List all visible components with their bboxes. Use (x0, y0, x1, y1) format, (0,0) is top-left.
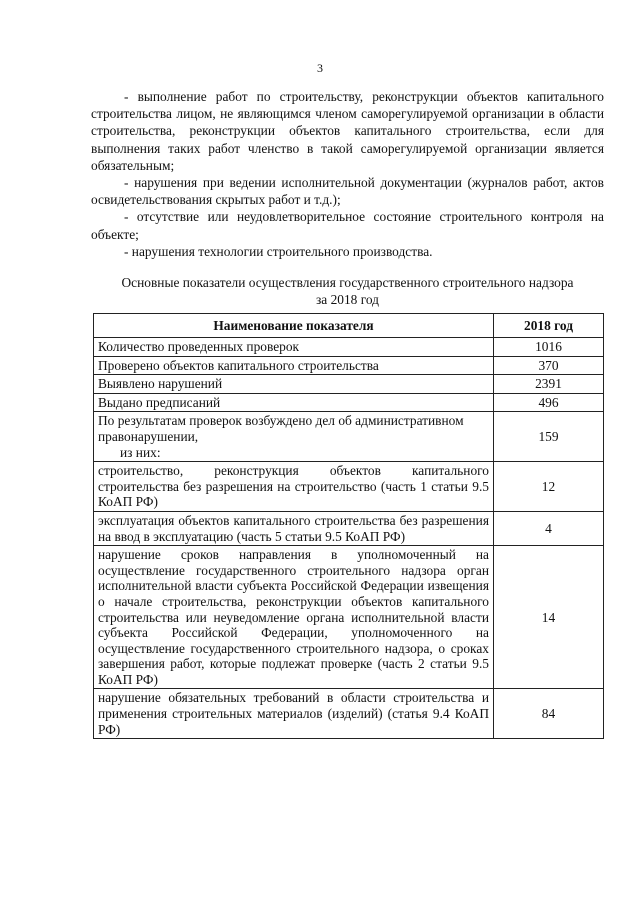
table-subrow (94, 546, 604, 689)
indicator-subname: строительство, реконструкция объектов капитального строительства без разрешения на строительство (часть 1 статьи 9.5 КоАП РФ) (94, 462, 494, 512)
table-row (94, 375, 604, 394)
indicator-value: 14 (494, 546, 604, 689)
paragraph: - нарушения при ведении исполнительной документации (журналов работ, актов освидетельствования скрытых работ и т.д.); (91, 175, 604, 208)
indicator-value: 496 (494, 393, 604, 412)
page-number: 3 (317, 61, 323, 75)
indicator-name: Количество проведенных проверок (94, 338, 494, 357)
indicator-value: 12 (494, 462, 604, 512)
indicator-value: 4 (494, 511, 604, 545)
indicator-note: из них: (120, 444, 161, 460)
indicator-name: Выявлено нарушений (94, 375, 494, 394)
indicator-value: 84 (494, 689, 604, 739)
column-header-name: Наименование показателя (94, 314, 494, 338)
table-row (94, 412, 604, 462)
table-subrow (94, 462, 604, 512)
indicator-name-text: По результатам проверок возбуждено дел об административном правонарушении, (98, 413, 464, 444)
indicator-subname: нарушение сроков направления в уполномоченный на осуществление государственного строительного надзора орган исполнительной власти субъекта Российской Федерации извещения о начале строительства, реконструкции объектов капитального строительства или неуведомление органа исполнительной власти субъекта Российской Федерации, уполномоченного на осуществление государственного строительного надзора, о сроках завершения работ, которые подлежат проверке (часть 2 статьи 9.5 КоАП РФ) (94, 546, 494, 689)
indicator-name: Проверено объектов капитального строительства (94, 356, 494, 375)
table-subrow (94, 689, 604, 739)
table-caption-line: Основные показатели осуществления государственного строительного надзора (121, 275, 574, 290)
indicator-value: 2391 (494, 375, 604, 394)
indicator-value: 1016 (494, 338, 604, 357)
table-caption (91, 274, 604, 308)
body-text (91, 88, 604, 260)
table-caption-line: за 2018 год (316, 292, 379, 307)
paragraph: - выполнение работ по строительству, реконструкции объектов капитального строительства лицом, не являющимся членом саморегулируемой организации в области строительства, реконструкции объектов капитального строительства, если для выполнения таких работ членство в такой саморегулируемой организации является обязательным; (91, 89, 604, 173)
indicators-table (93, 313, 604, 739)
table-row (94, 393, 604, 412)
table-row (94, 338, 604, 357)
indicator-value: 370 (494, 356, 604, 375)
indicator-subname: эксплуатация объектов капитального строительства без разрешения на ввод в эксплуатацию (часть 5 статьи 9.5 КоАП РФ) (94, 511, 494, 545)
paragraph: - отсутствие или неудовлетворительное состояние строительного контроля на объекте; (91, 209, 604, 242)
indicator-name: Выдано предписаний (94, 393, 494, 412)
indicator-value: 159 (494, 412, 604, 462)
column-header-year: 2018 год (494, 314, 604, 338)
indicator-name (94, 412, 494, 462)
table-subrow (94, 511, 604, 545)
indicator-subname: нарушение обязательных требований в области строительства и применения строительных материалов (изделий) (статья 9.4 КоАП РФ) (94, 689, 494, 739)
table-header-row (94, 314, 604, 338)
table-row (94, 356, 604, 375)
paragraph: - нарушения технологии строительного производства. (124, 243, 433, 259)
